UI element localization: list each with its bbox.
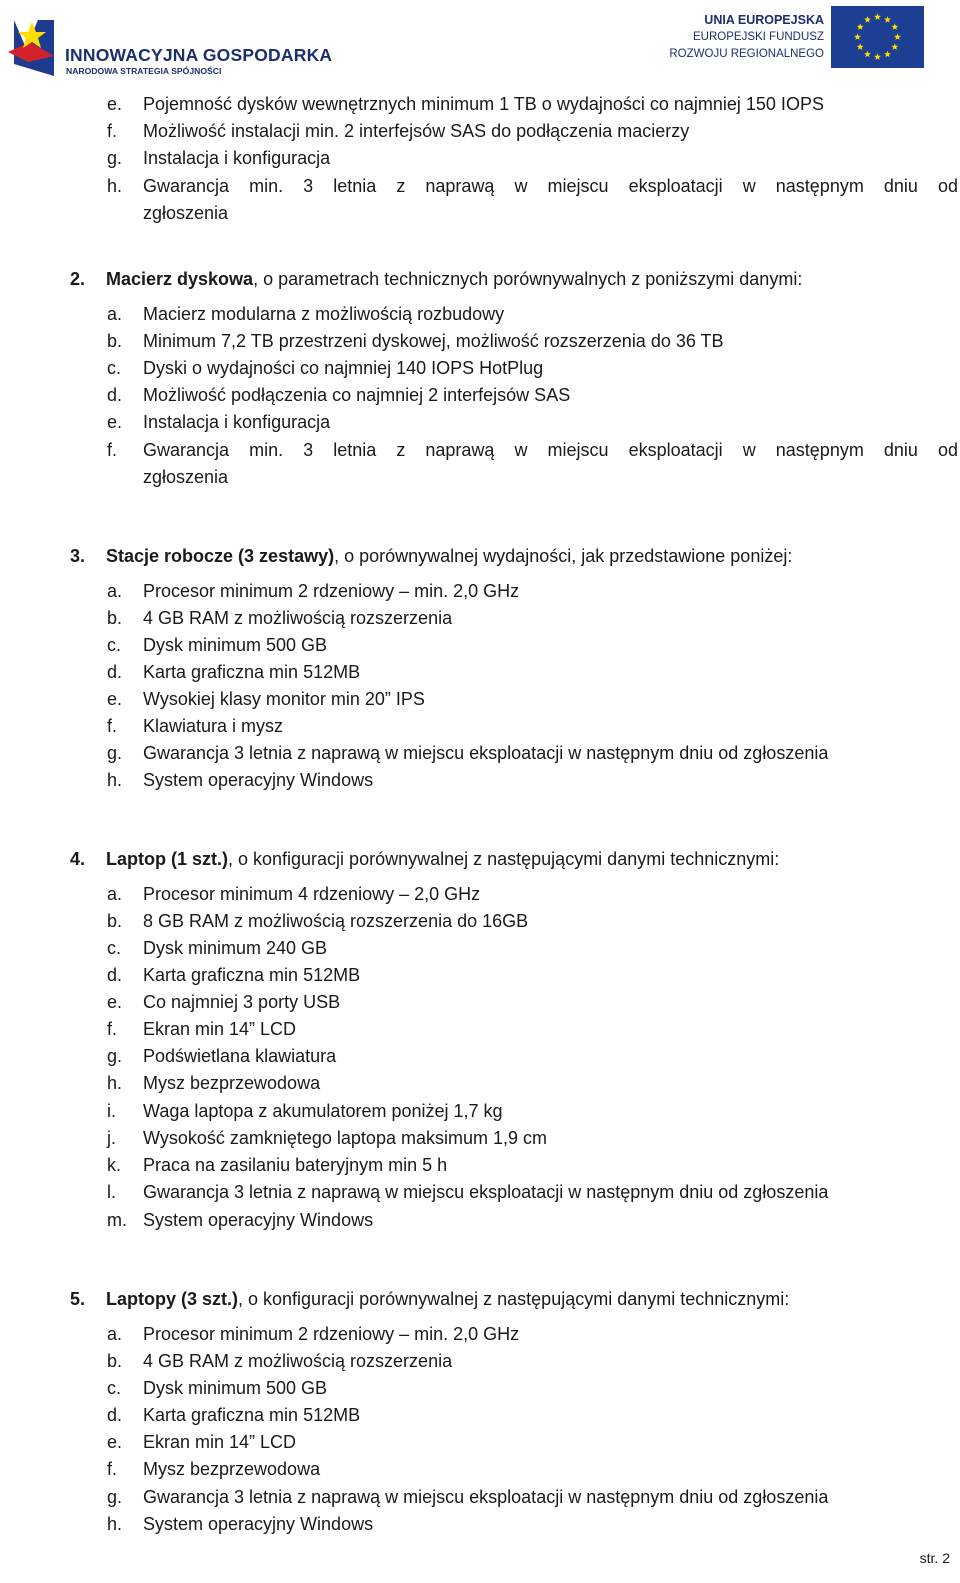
section-title-rest: , o porównywalnej wydajności, jak przedstawione poniżej:	[334, 546, 793, 566]
item-text: Wysokiej klasy monitor min 20” IPS	[143, 689, 425, 709]
item-label: h.	[107, 176, 123, 196]
item-text: Mysz bezprzewodowa	[143, 1073, 321, 1093]
item-label: j.	[107, 1128, 116, 1148]
section-title-bold: Macierz dyskowa	[106, 269, 254, 289]
section-title-bold: Stacje robocze (3 zestawy)	[106, 546, 335, 566]
item-label: i.	[107, 1101, 116, 1121]
item-text: Instalacja i konfiguracja	[143, 412, 331, 432]
item-label: f.	[107, 1459, 118, 1479]
item-label: h.	[107, 1073, 123, 1093]
item-text: Pojemność dysków wewnętrznych minimum 1 TB o wydajności co najmniej 150 IOPS	[143, 94, 824, 114]
section-heading	[70, 266, 802, 292]
item-label: e.	[107, 689, 123, 709]
item-label: k.	[107, 1155, 122, 1175]
section-title-rest: , o konfiguracji porównywalnej z następującymi danymi technicznymi:	[228, 849, 780, 869]
item-text: Instalacja i konfiguracja	[143, 148, 331, 168]
item-label: c.	[107, 938, 122, 958]
item-text: Gwarancja 3 letnia z naprawą w miejscu eksploatacji w następnym dniu od zgłoszenia	[143, 743, 829, 763]
item-text: Klawiatura i mysz	[143, 716, 284, 736]
item-text: Podświetlana klawiatura	[143, 1046, 337, 1066]
item-label: b.	[107, 911, 123, 931]
item-text: Minimum 7,2 TB przestrzeni dyskowej, możliwość rozszerzenia do 36 TB	[143, 331, 724, 351]
innowacyjna-gospodarka-logo	[8, 12, 333, 80]
section-number: 5.	[70, 1289, 86, 1309]
section-number: 3.	[70, 546, 86, 566]
item-text: Gwarancja min. 3 letnia z naprawą w miejscu eksploatacji w następnym dniu od	[143, 176, 958, 196]
item-label: g.	[107, 1046, 123, 1066]
item-label: h.	[107, 1514, 123, 1534]
item-label: f.	[107, 440, 118, 460]
ue-logo-line3: ROZWOJU REGIONALNEGO	[669, 48, 824, 60]
item-label: d.	[107, 965, 123, 985]
item-text: Dysk minimum 500 GB	[143, 635, 328, 655]
item-text: Możliwość instalacji min. 2 interfejsów SAS do podłączenia macierzy	[143, 121, 690, 141]
item-text: System operacyjny Windows	[143, 770, 374, 790]
item-text-continuation: zgłoszenia	[143, 203, 229, 223]
item-text: 8 GB RAM z możliwością rozszerzenia do 16GB	[143, 911, 529, 931]
item-label: d.	[107, 662, 123, 682]
section-number: 4.	[70, 849, 86, 869]
item-label: a.	[107, 1324, 123, 1344]
item-text: Gwarancja min. 3 letnia z naprawą w miejscu eksploatacji w następnym dniu od	[143, 440, 958, 460]
item-label: m.	[107, 1210, 127, 1230]
item-text: Karta graficzna min 512MB	[143, 662, 361, 682]
item-label: l.	[107, 1182, 116, 1202]
section-title-bold: Laptop (1 szt.)	[106, 849, 228, 869]
section-heading	[70, 543, 792, 569]
item-text: Gwarancja 3 letnia z naprawą w miejscu eksploatacji w następnym dniu od zgłoszenia	[143, 1487, 829, 1507]
section-title-bold: Laptopy (3 szt.)	[106, 1289, 239, 1309]
item-text: Wysokość zamkniętego laptopa maksimum 1,9 cm	[143, 1128, 547, 1148]
item-label: e.	[107, 992, 123, 1012]
item-label: g.	[107, 1487, 123, 1507]
item-text: Dysk minimum 240 GB	[143, 938, 328, 958]
item-text: Ekran min 14” LCD	[143, 1432, 297, 1452]
item-label: f.	[107, 1019, 118, 1039]
item-label: a.	[107, 304, 123, 324]
item-text: Praca na zasilaniu bateryjnym min 5 h	[143, 1155, 448, 1175]
item-text: Procesor minimum 2 rdzeniowy – min. 2,0 GHz	[143, 581, 520, 601]
item-text: System operacyjny Windows	[143, 1514, 374, 1534]
ig-logo-subtitle: NARODOWA STRATEGIA SPÓJNOŚCI	[66, 66, 222, 76]
item-label: b.	[107, 331, 123, 351]
ig-flag-icon	[8, 12, 60, 80]
item-text: Procesor minimum 4 rdzeniowy – 2,0 GHz	[143, 884, 481, 904]
item-label: h.	[107, 770, 123, 790]
item-text: Karta graficzna min 512MB	[143, 965, 361, 985]
item-text: 4 GB RAM z możliwością rozszerzenia	[143, 1351, 453, 1371]
item-label: c.	[107, 358, 122, 378]
item-text: Ekran min 14” LCD	[143, 1019, 297, 1039]
ue-logo-text	[664, 12, 824, 63]
item-label: f.	[107, 716, 118, 736]
item-text: Mysz bezprzewodowa	[143, 1459, 321, 1479]
item-label: e.	[107, 412, 123, 432]
item-text: Co najmniej 3 porty USB	[143, 992, 341, 1012]
unia-europejska-logo	[664, 6, 926, 68]
item-label: a.	[107, 884, 123, 904]
item-label: e.	[107, 94, 123, 114]
section-heading	[70, 1286, 789, 1312]
item-label: d.	[107, 1405, 123, 1425]
item-label: b.	[107, 608, 123, 628]
eu-flag-icon	[831, 6, 924, 68]
item-text-continuation: zgłoszenia	[143, 467, 229, 487]
item-text: System operacyjny Windows	[143, 1210, 374, 1230]
item-text: Dyski o wydajności co najmniej 140 IOPS HotPlug	[143, 358, 544, 378]
item-text: Karta graficzna min 512MB	[143, 1405, 361, 1425]
item-label: c.	[107, 635, 122, 655]
page-number: str. 2	[919, 1550, 950, 1566]
item-text: Macierz modularna z możliwością rozbudowy	[143, 304, 505, 324]
item-text: Dysk minimum 500 GB	[143, 1378, 328, 1398]
item-label: a.	[107, 581, 123, 601]
item-label: g.	[107, 148, 123, 168]
item-text: Waga laptopa z akumulatorem poniżej 1,7 kg	[143, 1101, 503, 1121]
item-label: g.	[107, 743, 123, 763]
item-text: Gwarancja 3 letnia z naprawą w miejscu eksploatacji w następnym dniu od zgłoszenia	[143, 1182, 829, 1202]
item-text: Możliwość podłączenia co najmniej 2 interfejsów SAS	[143, 385, 571, 405]
section-heading	[70, 846, 779, 872]
item-text: 4 GB RAM z możliwością rozszerzenia	[143, 608, 453, 628]
section-number: 2.	[70, 269, 86, 289]
section-title-rest: , o konfiguracji porównywalnej z następującymi danymi technicznymi:	[238, 1289, 790, 1309]
ig-logo-name: INNOWACYJNA GOSPODARKA	[65, 45, 333, 65]
ue-logo-line2: EUROPEJSKI FUNDUSZ	[693, 31, 824, 43]
item-label: f.	[107, 121, 118, 141]
item-label: d.	[107, 385, 123, 405]
item-label: e.	[107, 1432, 123, 1452]
item-text: Procesor minimum 2 rdzeniowy – min. 2,0 GHz	[143, 1324, 520, 1344]
item-label: b.	[107, 1351, 123, 1371]
item-label: c.	[107, 1378, 122, 1398]
ue-logo-line1: UNIA EUROPEJSKA	[704, 13, 824, 27]
section-title-rest: , o parametrach technicznych porównywalnych z poniższymi danymi:	[253, 269, 803, 289]
